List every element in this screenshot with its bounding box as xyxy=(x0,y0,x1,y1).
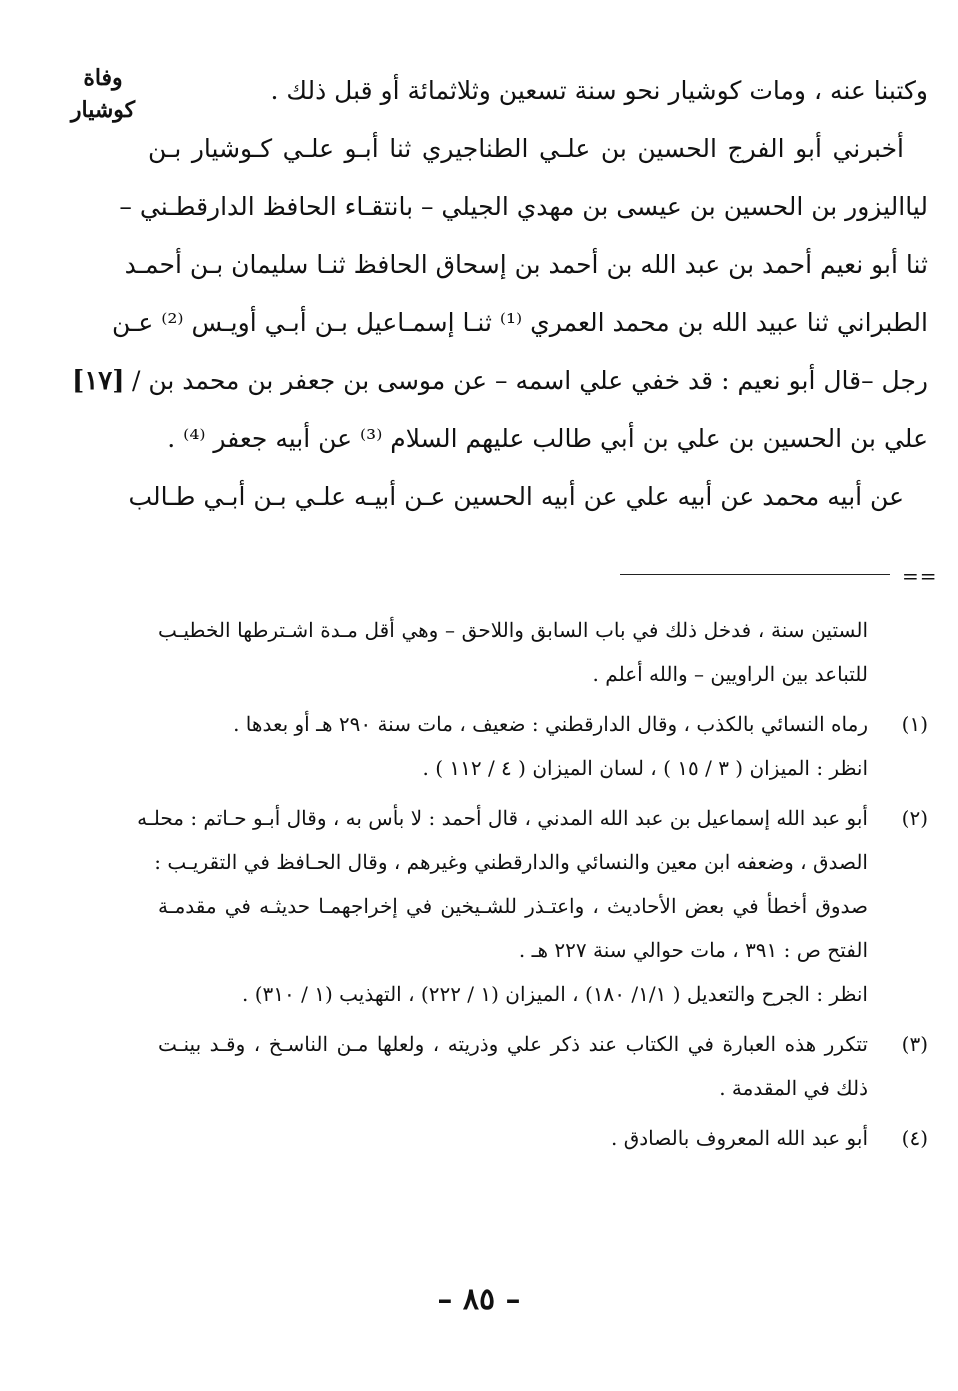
continuation-mark: == xyxy=(902,564,938,588)
footnote-3 xyxy=(158,1022,928,1110)
footnote-line: أبو عبد الله إسماعيل بن عبد الله المدني ، قال أحمد : لا بأس به ، وقال أبـو حـاتم : محلـه xyxy=(137,806,868,830)
footnote-line: الفتح ص : ٣٩١ ، مات حوالي سنة ٢٢٧ هـ . xyxy=(518,938,868,962)
text-line: ثنا أبو نعيم أحمد بن عبد الله بن أحمد بن إسحاق الحافظ ثنـا سليمان بـن أحمـد xyxy=(124,250,928,279)
text-line: عن أبيه محمد عن أبيه علي عن أبيه الحسين عـن أبيـه علـي بـن أبـي طـالب xyxy=(128,482,904,511)
footnote-line: رماه النسائي بالكذب ، وقال الدارقطني : ضعيف ، مات سنة ٢٩٠ هـ أو بعدها . xyxy=(233,712,868,736)
footnote-line: تتكرر هذه العبارة في الكتاب عند ذكر علي وذريته ، ولعلها مـن الناسـخ ، وقـد بينـت xyxy=(158,1032,868,1056)
footnote-line: ذلك في المقدمة . xyxy=(719,1076,868,1100)
footnote-continuation xyxy=(158,608,928,696)
footnote-line: صدوق أخطأ في بعض الأحاديث ، واعتـذر للشـيخين في إخراجهمـا حديثـه في مقدمـة xyxy=(158,894,868,918)
footnote-4 xyxy=(158,1116,928,1160)
text-line: أخبرني أبو الفرج الحسين بن علـي الطناجيري ثنا أبـو علـي كـوشيار بـن xyxy=(148,134,904,163)
footnote-line: انظر : الميزان ( ٣ / ١٥ ) ، لسان الميزان ( ٤ / ١١٢ ) . xyxy=(422,756,868,780)
margin-note xyxy=(60,62,146,126)
footnote-number: (٤) xyxy=(901,1126,928,1150)
footnote-number: (٢) xyxy=(901,806,928,830)
footnote-separator xyxy=(620,574,890,575)
text-line: الطبراني ثنا عبيد الله بن محمد العمري ⁽¹⁾ ثنـا إسمـاعيل بـن أبـي أويـس ⁽²⁾ عـن xyxy=(111,308,928,337)
footnote-1 xyxy=(158,702,928,790)
page-number: – ٨٥ – xyxy=(437,1282,521,1317)
footnote-line: انظر : الجرح والتعديل ( ١/١/ ١٨٠) ، الميزان (١ / ٢٢٢) ، التهذيب (١ / ٣١٠) . xyxy=(241,982,868,1006)
text-line: وكتبنا عنه ، ومات كوشيار نحو سنة تسعين وثلاثمائة أو قبل ذلك . xyxy=(270,76,928,105)
text-line: رجل –قال أبو نعيم : قد خفي علي اسمه – عن موسى بن جعفر بن محمد بن / xyxy=(131,366,928,395)
footnote-line: للتباعد بين الراويين – والله أعلم . xyxy=(592,662,868,686)
footnote-line: الستين سنة ، فدخل ذلك في باب السابق واللاحق – وهي أقل مـدة اشـترطها الخطيـب xyxy=(158,618,868,642)
footnote-number: (٣) xyxy=(901,1032,928,1056)
margin-note-line: كوشيار xyxy=(70,97,136,123)
footnote-line: أبو عبد الله المعروف بالصادق . xyxy=(611,1126,868,1150)
footnote-2 xyxy=(137,796,928,1016)
text-line: ليااليزور بن الحسين بن عيسى بن مهدي الجيلي – بانتقـاء الحافظ الدارقطـني – xyxy=(119,192,928,221)
main-text xyxy=(111,62,928,526)
footnotes xyxy=(137,608,928,1160)
footnote-number: (١) xyxy=(901,712,928,736)
margin-note-line: وفاة xyxy=(83,65,123,91)
text-line: علي بن الحسين بن علي بن أبي طالب عليهم السلام ⁽³⁾ عن أبيه جعفر ⁽⁴⁾ . xyxy=(167,424,928,453)
footnote-line: الصدق ، وضعفه ابن معين والنسائي والدارقطني وغيرهم ، وقال الحـافظ في التقريـب : xyxy=(154,850,868,874)
manuscript-page-marker: [١٧] xyxy=(72,366,125,396)
